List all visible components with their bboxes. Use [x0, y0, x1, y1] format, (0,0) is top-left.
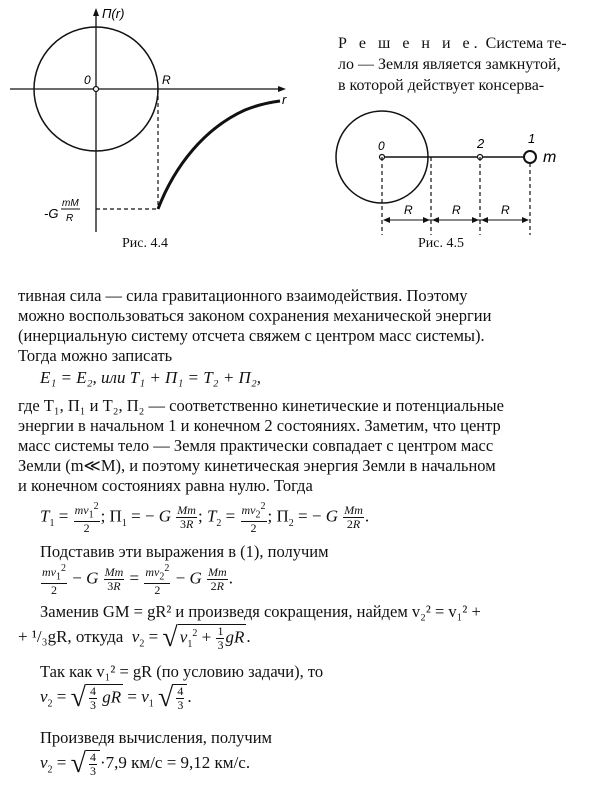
equation-substitution: $\frac{mv_1^2}{2}$ − G $\frac{Mm}{3R}$ = $\frac{mv_2^2}{2}$ − G $\frac{Mm}{2R}$ . — [42, 563, 233, 598]
figure-4-4-caption: Рис. 4.4 — [122, 236, 168, 251]
dim-arrow-6 — [522, 217, 529, 223]
seg-label-2: R — [452, 203, 461, 217]
solution-line1-rest: Система те- — [485, 35, 567, 52]
equation-energy-conservation: E₁ = E₂, или T₁ + П₁ = T₂ + П₂, — [40, 368, 261, 387]
solution-intro — [338, 33, 590, 96]
paragraph-5: Так как v₁² = gR (по условию задачи), то — [40, 662, 324, 681]
y-axis-label: П(r) — [102, 6, 125, 21]
paragraph-3: Подставив эти выражения в (1), получим — [40, 542, 329, 561]
equation-v2-sqrt: + ¹/₃gR, откуда $v_2$ = √ $v_1^2$ + $\frac{1}{3}$ gR . — [18, 622, 251, 653]
origin-dot — [94, 87, 99, 92]
r-label: R — [162, 73, 171, 87]
equation-energies: $T_1$ = $\frac{mv_1^2}{2}$ ; $П_1$ = − G $\frac{Mm}{3R}$ ; $T_2$ = $\frac{mv_2^2}{2}$ ; $П_2$ = − G $\frac{Mm}{2R}$ . — [40, 501, 370, 536]
origin-label: 0 — [84, 73, 91, 87]
paragraph-4: Заменив GM = gR² и произведя сокращения, найдем v₂² = v₁² + — [40, 602, 481, 621]
origin-label-2: 0 — [378, 139, 385, 153]
value-label-den: R — [66, 213, 74, 224]
seg-label-1: R — [404, 203, 413, 217]
point-1-label: 1 — [528, 131, 536, 146]
dim-arrow-5 — [481, 217, 488, 223]
dim-arrow-1 — [383, 217, 390, 223]
solution-line3: в которой действует консерва- — [338, 77, 545, 94]
body-m — [524, 151, 536, 163]
equation-v2-result-form: $v_2$ = √ $\frac{4}{3}$ gR = $v_1$ √ $\frac{4}{3}$ . — [40, 682, 192, 713]
mass-label: m — [543, 149, 557, 166]
paragraph-2: где T₁, П₁ и T₂, П₂ — соответственно кинетические и потенциальные энергии в начальном 1 и конечном 2 состояниях. Заметим, что центр масс системы тело — Земля практически совпадает с центром масс Земли (m≪M), и поэтому кинетическая энергия Земли в начальном и конечном состояниях равна нулю. Тогда — [18, 396, 504, 495]
x-axis-label: r — [282, 92, 287, 107]
equation-final-result: $v_2$ = √ $\frac{4}{3}$ ·7,9 км/с = 9,12 км/с. — [40, 748, 251, 779]
figure-4-4 — [0, 0, 330, 270]
value-label-num: mM — [62, 198, 79, 209]
figure-4-5-caption: Рис. 4.5 — [418, 236, 464, 251]
paragraph-1: тивная сила — сила гравитационного взаимодействия. Поэтому можно воспользоваться законом сохранения механической энергии (инерциальную систему отсчета свяжем с центром масс системы). Тогда можно записать — [18, 286, 492, 365]
y-axis-arrow — [93, 8, 99, 16]
solution-line2: ло — Земля является замкнутой, — [338, 56, 561, 73]
solution-heading: Р е ш е н и е. — [338, 35, 482, 52]
point-2-label: 2 — [477, 136, 485, 151]
seg-label-3: R — [501, 203, 510, 217]
dim-arrow-3 — [432, 217, 439, 223]
dim-arrow-4 — [472, 217, 479, 223]
value-label-prefix: -G — [44, 206, 59, 221]
paragraph-6: Произведя вычисления, получим — [40, 728, 272, 747]
dim-arrow-2 — [423, 217, 430, 223]
potential-curve — [158, 101, 280, 209]
